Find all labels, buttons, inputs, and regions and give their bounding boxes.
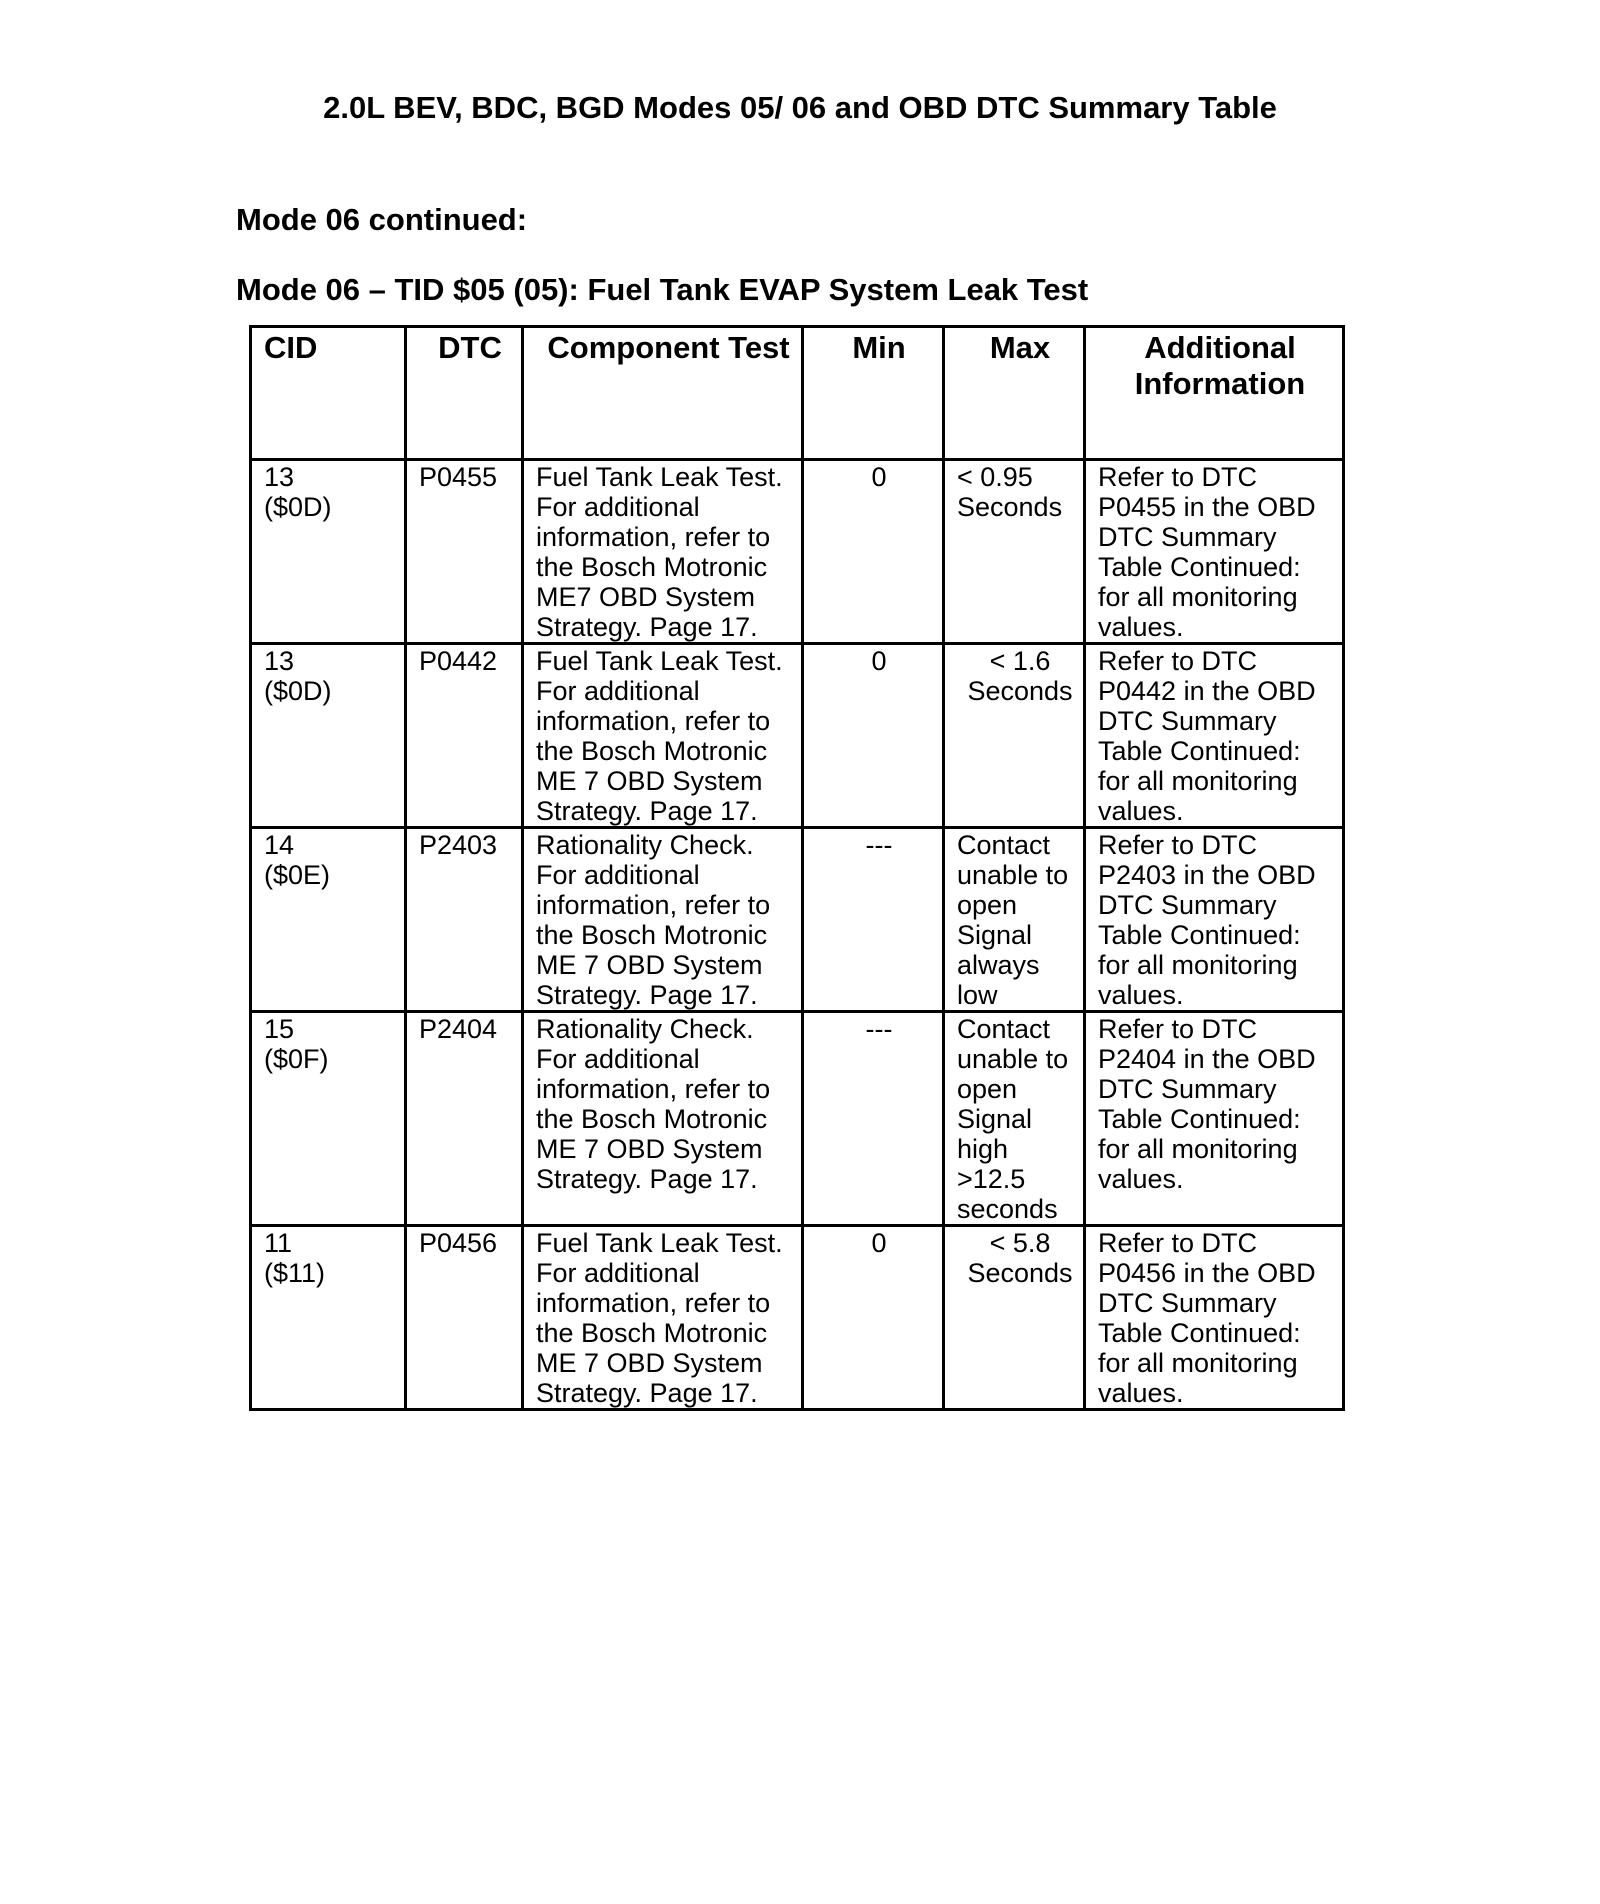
- additional-info-cell: [1085, 644, 1344, 828]
- dtc-cell: P0455: [406, 460, 523, 644]
- max-cell-line: Signal: [957, 1104, 1033, 1134]
- column-header-additional-information: [1085, 327, 1344, 460]
- additional-info-cell-line: values.: [1098, 612, 1184, 642]
- component-test-cell-line: ME 7 OBD System: [536, 1348, 763, 1378]
- component-test-cell: [523, 460, 803, 644]
- max-cell-line: >12.5: [957, 1164, 1026, 1194]
- component-test-cell-line: ME 7 OBD System: [536, 1134, 763, 1164]
- additional-info-cell-line: DTC Summary: [1098, 1288, 1277, 1318]
- additional-info-cell-line: Table Continued:: [1098, 920, 1301, 950]
- component-test-cell-line: the Bosch Motronic: [536, 920, 768, 950]
- max-cell: [944, 1012, 1085, 1226]
- component-test-cell-line: Strategy. Page 17.: [536, 796, 758, 826]
- column-header-dtc: DTC: [406, 327, 523, 460]
- column-header-cid: CID: [251, 327, 406, 460]
- additional-info-cell-line: Refer to DTC: [1098, 830, 1258, 860]
- column-header-min: Min: [803, 327, 944, 460]
- component-test-cell-line: ME 7 OBD System: [536, 950, 763, 980]
- component-test-cell-line: information, refer to: [536, 522, 771, 552]
- additional-info-cell-line: DTC Summary: [1098, 1074, 1277, 1104]
- additional-info-cell-line: P0455 in the OBD: [1098, 492, 1316, 522]
- component-test-cell-line: For additional: [536, 1258, 700, 1288]
- component-test-cell-line: Strategy. Page 17.: [536, 1378, 758, 1408]
- min-cell: 0: [803, 644, 944, 828]
- cid-cell-line: 13: [264, 646, 295, 676]
- component-test-cell-line: ME 7 OBD System: [536, 766, 763, 796]
- table-row: [251, 644, 1344, 828]
- min-cell: ---: [803, 1012, 944, 1226]
- cid-cell-line: 13: [264, 462, 295, 492]
- additional-info-cell-line: P0456 in the OBD: [1098, 1258, 1316, 1288]
- max-cell-line: < 1.6: [989, 646, 1051, 676]
- component-test-cell-line: For additional: [536, 492, 700, 522]
- additional-info-cell-line: DTC Summary: [1098, 890, 1277, 920]
- max-cell: [944, 828, 1085, 1012]
- table-row: [251, 460, 1344, 644]
- additional-info-cell-line: Refer to DTC: [1098, 1014, 1258, 1044]
- additional-info-cell: [1085, 460, 1344, 644]
- max-cell-line: Contact: [957, 1014, 1051, 1044]
- max-cell-line: unable to: [957, 860, 1069, 890]
- additional-info-cell-line: Refer to DTC: [1098, 646, 1258, 676]
- additional-info-cell: [1085, 828, 1344, 1012]
- column-header-max: Max: [944, 327, 1085, 460]
- table-body: [251, 460, 1344, 1410]
- component-test-cell-line: For additional: [536, 860, 700, 890]
- component-test-cell-line: Strategy. Page 17.: [536, 980, 758, 1010]
- max-cell: [944, 1226, 1085, 1410]
- component-test-cell-line: For additional: [536, 676, 700, 706]
- max-cell-line: Seconds: [967, 1258, 1073, 1288]
- cid-cell-line: ($0F): [264, 1044, 329, 1074]
- component-test-cell-line: the Bosch Motronic: [536, 1104, 768, 1134]
- additional-info-cell-line: for all monitoring: [1098, 766, 1298, 796]
- additional-info-cell-line: values.: [1098, 1378, 1184, 1408]
- max-cell-line: Seconds: [967, 676, 1073, 706]
- max-cell-line: Seconds: [957, 492, 1063, 522]
- additional-info-cell-line: Refer to DTC: [1098, 1228, 1258, 1258]
- cid-cell: [251, 644, 406, 828]
- component-test-cell-line: Strategy. Page 17.: [536, 1164, 758, 1194]
- additional-info-cell-line: values.: [1098, 796, 1184, 826]
- max-cell-line: unable to: [957, 1044, 1069, 1074]
- component-test-cell: [523, 644, 803, 828]
- additional-info-cell-line: values.: [1098, 980, 1184, 1010]
- max-cell-line: high: [957, 1134, 1009, 1164]
- header-additional-line: Additional: [1144, 330, 1296, 365]
- component-test-cell-line: information, refer to: [536, 1074, 771, 1104]
- additional-info-cell-line: Refer to DTC: [1098, 462, 1258, 492]
- additional-info-cell: [1085, 1226, 1344, 1410]
- component-test-cell: [523, 828, 803, 1012]
- additional-info-cell-line: values.: [1098, 1164, 1184, 1194]
- additional-info-cell-line: P2403 in the OBD: [1098, 860, 1316, 890]
- min-cell: 0: [803, 460, 944, 644]
- dtc-cell: P2404: [406, 1012, 523, 1226]
- additional-info-cell-line: for all monitoring: [1098, 950, 1298, 980]
- table-row: [251, 828, 1344, 1012]
- additional-info-cell: [1085, 1012, 1344, 1226]
- component-test-cell-line: Fuel Tank Leak Test.: [536, 1228, 783, 1258]
- page-title: 2.0L BEV, BDC, BGD Modes 05/ 06 and OBD DTC Summary Table: [323, 90, 1277, 125]
- cid-cell-line: 11: [264, 1228, 293, 1258]
- table-header-row: [251, 327, 1344, 460]
- additional-info-cell-line: Table Continued:: [1098, 736, 1301, 766]
- header-information-line: Information: [1134, 366, 1306, 401]
- cid-cell-line: 14: [264, 830, 295, 860]
- component-test-cell-line: Strategy. Page 17.: [536, 612, 758, 642]
- additional-info-cell-line: DTC Summary: [1098, 522, 1277, 552]
- max-cell-line: low: [957, 980, 998, 1010]
- dtc-cell: P2403: [406, 828, 523, 1012]
- column-header-component-test: Component Test: [523, 327, 803, 460]
- cid-cell: [251, 1226, 406, 1410]
- cid-cell: [251, 1012, 406, 1226]
- cid-cell-line: ($0E): [264, 860, 331, 890]
- additional-info-cell-line: DTC Summary: [1098, 706, 1277, 736]
- table-row: [251, 1226, 1344, 1410]
- additional-info-cell-line: Table Continued:: [1098, 1318, 1301, 1348]
- cid-cell-line: 15: [264, 1014, 295, 1044]
- table-row: [251, 1012, 1344, 1226]
- max-cell-line: Signal: [957, 920, 1033, 950]
- component-test-cell-line: the Bosch Motronic: [536, 1318, 768, 1348]
- additional-info-cell-line: for all monitoring: [1098, 1348, 1298, 1378]
- component-test-cell: [523, 1226, 803, 1410]
- max-cell: [944, 460, 1085, 644]
- dtc-cell: P0442: [406, 644, 523, 828]
- component-test-cell-line: the Bosch Motronic: [536, 552, 768, 582]
- additional-info-cell-line: P0442 in the OBD: [1098, 676, 1316, 706]
- min-cell: ---: [803, 828, 944, 1012]
- additional-info-cell-line: Table Continued:: [1098, 1104, 1301, 1134]
- cid-cell: [251, 460, 406, 644]
- component-test-cell: [523, 1012, 803, 1226]
- additional-info-cell-line: P2404 in the OBD: [1098, 1044, 1316, 1074]
- cid-cell-line: ($0D): [264, 676, 332, 706]
- section-heading: Mode 06 continued:: [236, 202, 528, 237]
- additional-info-cell-line: for all monitoring: [1098, 582, 1298, 612]
- min-cell: 0: [803, 1226, 944, 1410]
- component-test-cell-line: information, refer to: [536, 890, 771, 920]
- max-cell-line: open: [957, 890, 1018, 920]
- table-heading: Mode 06 – TID $05 (05): Fuel Tank EVAP System Leak Test: [236, 272, 1089, 307]
- max-cell-line: Contact: [957, 830, 1051, 860]
- component-test-cell-line: information, refer to: [536, 706, 771, 736]
- component-test-cell-line: Fuel Tank Leak Test.: [536, 646, 783, 676]
- additional-info-cell-line: Table Continued:: [1098, 552, 1301, 582]
- component-test-cell-line: the Bosch Motronic: [536, 736, 768, 766]
- component-test-cell-line: Rationality Check.: [536, 1014, 754, 1044]
- max-cell-line: open: [957, 1074, 1018, 1104]
- dtc-cell: P0456: [406, 1226, 523, 1410]
- cid-cell-line: ($11): [264, 1258, 326, 1288]
- component-test-cell-line: Fuel Tank Leak Test.: [536, 462, 783, 492]
- max-cell-line: always: [957, 950, 1040, 980]
- additional-info-cell-line: for all monitoring: [1098, 1134, 1298, 1164]
- component-test-cell-line: For additional: [536, 1044, 700, 1074]
- component-test-cell-line: Rationality Check.: [536, 830, 754, 860]
- max-cell-line: < 5.8: [989, 1228, 1051, 1258]
- max-cell-line: seconds: [957, 1194, 1058, 1224]
- component-test-cell-line: ME7 OBD System: [536, 582, 756, 612]
- component-test-cell-line: information, refer to: [536, 1288, 771, 1318]
- cid-cell: [251, 828, 406, 1012]
- max-cell: [944, 644, 1085, 828]
- cid-cell-line: ($0D): [264, 492, 332, 522]
- dtc-summary-table: [249, 325, 1345, 1411]
- max-cell-line: < 0.95: [957, 462, 1033, 492]
